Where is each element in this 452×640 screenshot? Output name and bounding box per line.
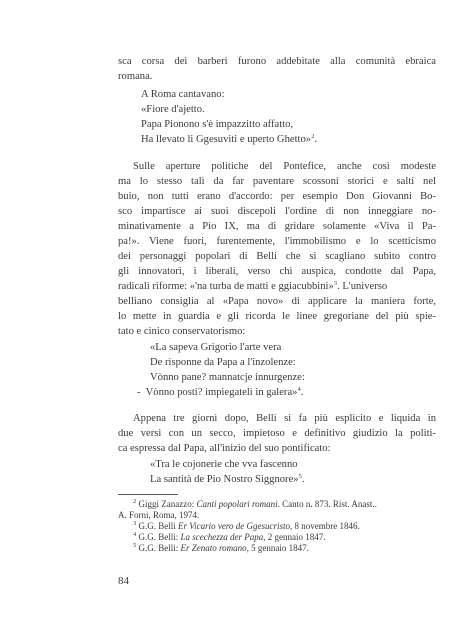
body-line: minativamente a Pio IX, ma di gridare solamente «Viva il Pa- — [118, 221, 436, 232]
footnote-title: Canti popolari romani — [196, 499, 278, 509]
body-line: dei personaggi popolari di Belli che si scagliano subito contro — [118, 251, 436, 262]
footnote — [133, 532, 326, 543]
footnote-text: Giggi Zanazzo: — [138, 499, 197, 509]
body-line: Sulle aperture politiche del Pontefice, anche così modeste — [133, 161, 436, 172]
verse-text: Vònno posti? impiegateli in galera» — [145, 387, 298, 398]
footnote-title: La scechezza der Papa — [180, 532, 264, 542]
footnote — [133, 521, 360, 532]
verse-line: - Vònno posti? impiegateli in galera»$^4$. — [137, 386, 304, 398]
verse-line: «La sapeva Grigorio l'arte vera — [150, 342, 282, 353]
footnote-text: , 8 novembre 1846. — [289, 521, 360, 531]
footnote-text: A. Forni, Roma, 1974. — [118, 510, 200, 520]
footnote-title: Er Zenato romano — [180, 543, 247, 553]
body-line: romana. — [118, 71, 153, 82]
footnote-ref: 3 — [333, 280, 338, 287]
verse-line: De risponne da Papa a l'inzolenze: — [150, 357, 296, 368]
verse-intro: A Roma cantavano: — [141, 89, 225, 100]
body-line: tato e cinico conservatorismo: — [118, 326, 246, 337]
verse-text: Ha llevato li Ggesuviti e uperto Ghetto» — [141, 134, 312, 145]
footnote-number: 4 — [133, 531, 137, 538]
footnote-separator — [118, 494, 178, 495]
verse-line: Ha llevato li Ggesuviti e uperto Ghetto»$^2$. — [141, 133, 317, 145]
footnote-text: . Canto n. 873. Rist. Anast.. — [277, 499, 377, 509]
footnote-text: , 5 gennaio 1847. — [246, 543, 309, 553]
footnote — [118, 510, 199, 521]
page-number: 84 — [118, 575, 129, 587]
body-line: belliano consiglia al «Papa novo» di applicare la maniera forte, — [118, 296, 436, 307]
verse-dash: - — [137, 387, 141, 398]
footnote-text: G.G. Belli: — [138, 532, 181, 542]
footnote-number: 3 — [133, 520, 137, 527]
footnote-ref: 4 — [297, 386, 301, 393]
body-line: pa!». Viene fuori, furentemente, l'immobilismo e lo scetticismo — [118, 236, 436, 247]
footnote-ref: 2 — [311, 133, 315, 140]
verse-line: Papa Pionono s'è impazzitto affatto, — [141, 119, 294, 130]
body-line: ma lo stesso tali da far paventare scossoni storici e salti nel — [118, 176, 436, 187]
footnote-text: , 2 gennaio 1847. — [263, 532, 326, 542]
footnote-title: Er Vicario vero de Ggesucristo — [178, 521, 290, 531]
body-line — [118, 280, 387, 294]
body-line: lo mette in guardia e gli ricorda le linee gregoriane del più spie- — [118, 311, 436, 322]
body-line: Appena tre giorni dopo, Belli si fa più esplicito e liquida in — [133, 413, 436, 424]
body-line: due versi con un secco, impietoso e definitivo giudizio la politi- — [118, 428, 436, 439]
footnote — [133, 499, 377, 510]
body-line: sca corsa dei barberi furono addebitate alla comunità ebraica — [118, 56, 436, 67]
footnote-ref: 5 — [298, 473, 302, 480]
body-line: ca espressa dal Papa, all'inizio del suo pontificato: — [118, 443, 331, 454]
body-line: gli innovatori, i liberali, verso chi auspica, condotte dal Papa, — [118, 266, 436, 277]
verse-line: «Tra le cojonerie che vva fascenno — [150, 459, 298, 470]
verse-text: La santità de Pio Nostro Siggnore» — [150, 474, 299, 485]
body-line: buio, non tutti erano d'accordo: per esempio Don Giovanni Bo- — [118, 191, 436, 202]
body-text: radicali riforme: «'na turba de matti e ggiacubbini» — [118, 281, 334, 292]
verse-line: «Fiore d'ajetto. — [141, 104, 205, 115]
footnote — [133, 543, 309, 554]
verse-line: La santità de Pio Nostro Siggnore»$^5$. — [150, 473, 305, 485]
body-line: sco impartisce ai suoi discepoli l'ordine di non inneggiare no- — [118, 206, 436, 217]
verse-line: Vònno pane? mannatcje innurgenze: — [150, 372, 305, 383]
body-text: . L'universo — [337, 281, 388, 292]
footnote-text: G.G. Belli: — [138, 543, 181, 553]
footnote-text: G.G. Belli — [138, 521, 178, 531]
footnote-number: 2 — [133, 498, 137, 505]
footnote-number: 5 — [133, 542, 137, 549]
